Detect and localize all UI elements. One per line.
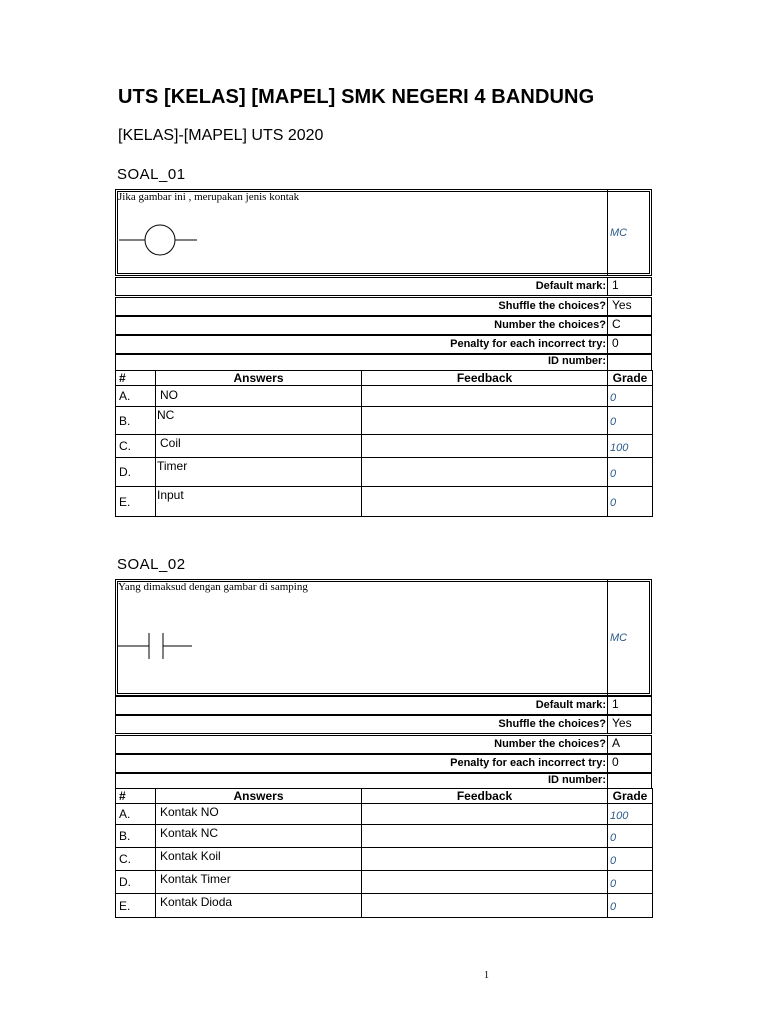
default-mark-label: Default mark: <box>535 699 606 711</box>
penalty-row <box>115 754 652 773</box>
answer-feedback <box>362 804 608 825</box>
question-text: Yang dimaksud dengan gambar di samping <box>118 581 308 593</box>
answer-row <box>116 848 653 871</box>
answer-feedback <box>362 894 608 918</box>
answer-letter: A. <box>116 386 156 407</box>
answer-text: Kontak NC <box>156 825 362 848</box>
answer-row <box>116 804 653 825</box>
answer-text: Kontak Timer <box>156 871 362 894</box>
answer-text: Coil <box>156 435 362 458</box>
answers-header-row <box>116 371 653 386</box>
answer-feedback <box>362 871 608 894</box>
page-number: 1 <box>484 970 489 981</box>
id-number-label: ID number: <box>547 355 606 367</box>
answer-grade: 0 <box>608 386 653 407</box>
default-mark-label: Default mark: <box>535 280 606 292</box>
answer-row <box>116 407 653 435</box>
id-number-row <box>115 773 652 789</box>
penalty-label: Penalty for each incorrect try: <box>450 338 606 350</box>
col-grade-header: Grade <box>608 789 653 804</box>
answer-feedback <box>362 407 608 435</box>
number-choices-label: Number the choices? <box>494 319 606 331</box>
col-grade-header: Grade <box>608 371 653 386</box>
answer-letter: E. <box>116 894 156 918</box>
answer-text: NO <box>156 386 362 407</box>
answer-text: Kontak Koil <box>156 848 362 871</box>
number-choices-value: A <box>612 736 621 750</box>
answer-letter: B. <box>116 825 156 848</box>
number-choices-row <box>115 316 652 335</box>
penalty-label: Penalty for each incorrect try: <box>450 757 606 769</box>
answer-grade: 100 <box>608 435 653 458</box>
penalty-row <box>115 335 652 354</box>
answer-feedback <box>362 487 608 517</box>
number-choices-label: Number the choices? <box>494 738 606 750</box>
answer-row <box>116 458 653 487</box>
answer-row <box>116 871 653 894</box>
answer-letter: A. <box>116 804 156 825</box>
answer-text: Input <box>156 487 362 517</box>
document-subtitle: [KELAS]-[MAPEL] UTS 2020 <box>118 127 324 144</box>
answer-grade: 0 <box>608 487 653 517</box>
answer-letter: D. <box>116 458 156 487</box>
question-type: MC <box>610 227 628 239</box>
answer-grade: 0 <box>608 848 653 871</box>
question-heading: SOAL_02 <box>117 556 186 573</box>
id-number-row <box>115 354 652 371</box>
answer-letter: C. <box>116 435 156 458</box>
shuffle-row <box>115 297 652 316</box>
number-choices-row <box>115 735 652 754</box>
answer-feedback <box>362 848 608 871</box>
normally-open-contact-icon <box>118 631 198 661</box>
id-number-label: ID number: <box>547 774 606 786</box>
question-text: Jika gambar ini , merupakan jenis kontak <box>118 191 300 203</box>
col-answers-header: Answers <box>156 371 362 386</box>
shuffle-label: Shuffle the choices? <box>498 300 606 312</box>
answers-table <box>115 788 653 918</box>
answer-letter: E. <box>116 487 156 517</box>
answer-feedback <box>362 825 608 848</box>
answer-text: Kontak NO <box>156 804 362 825</box>
answers-table <box>115 370 653 517</box>
answer-feedback <box>362 435 608 458</box>
col-num-header: # <box>116 371 156 386</box>
answer-letter: B. <box>116 407 156 435</box>
answer-feedback <box>362 386 608 407</box>
answer-grade: 0 <box>608 871 653 894</box>
answer-letter: D. <box>116 871 156 894</box>
col-feedback-header: Feedback <box>362 789 608 804</box>
shuffle-label: Shuffle the choices? <box>498 718 606 730</box>
answer-row <box>116 825 653 848</box>
question-divider <box>607 190 608 275</box>
answer-row <box>116 435 653 458</box>
answer-text: Timer <box>156 458 362 487</box>
col-feedback-header: Feedback <box>362 371 608 386</box>
answer-feedback <box>362 458 608 487</box>
answer-grade: 0 <box>608 407 653 435</box>
number-choices-value: C <box>612 317 621 331</box>
answer-letter: C. <box>116 848 156 871</box>
answer-row <box>116 894 653 918</box>
answer-grade: 0 <box>608 894 653 918</box>
answer-text: NC <box>156 407 362 435</box>
question-type: MC <box>610 632 628 644</box>
answer-grade: 0 <box>608 825 653 848</box>
document-title: UTS [KELAS] [MAPEL] SMK NEGERI 4 BANDUNG <box>118 86 595 108</box>
penalty-value: 0 <box>612 755 619 769</box>
default-mark-row <box>115 696 652 715</box>
answer-grade: 100 <box>608 804 653 825</box>
shuffle-row <box>115 715 652 734</box>
col-num-header: # <box>116 789 156 804</box>
question-box <box>115 189 652 276</box>
question-divider <box>607 580 608 695</box>
answer-row <box>116 386 653 407</box>
shuffle-value: Yes <box>612 716 632 730</box>
penalty-value: 0 <box>612 336 619 350</box>
answer-row <box>116 487 653 517</box>
shuffle-value: Yes <box>612 298 632 312</box>
default-mark-value: 1 <box>612 278 619 292</box>
default-mark-value: 1 <box>612 697 619 711</box>
question-box <box>115 579 652 696</box>
default-mark-row <box>115 277 652 296</box>
answer-grade: 0 <box>608 458 653 487</box>
answers-header-row <box>116 789 653 804</box>
question-heading: SOAL_01 <box>117 166 186 183</box>
coil-symbol-icon <box>119 224 201 256</box>
col-answers-header: Answers <box>156 789 362 804</box>
answer-text: Kontak Dioda <box>156 894 362 918</box>
